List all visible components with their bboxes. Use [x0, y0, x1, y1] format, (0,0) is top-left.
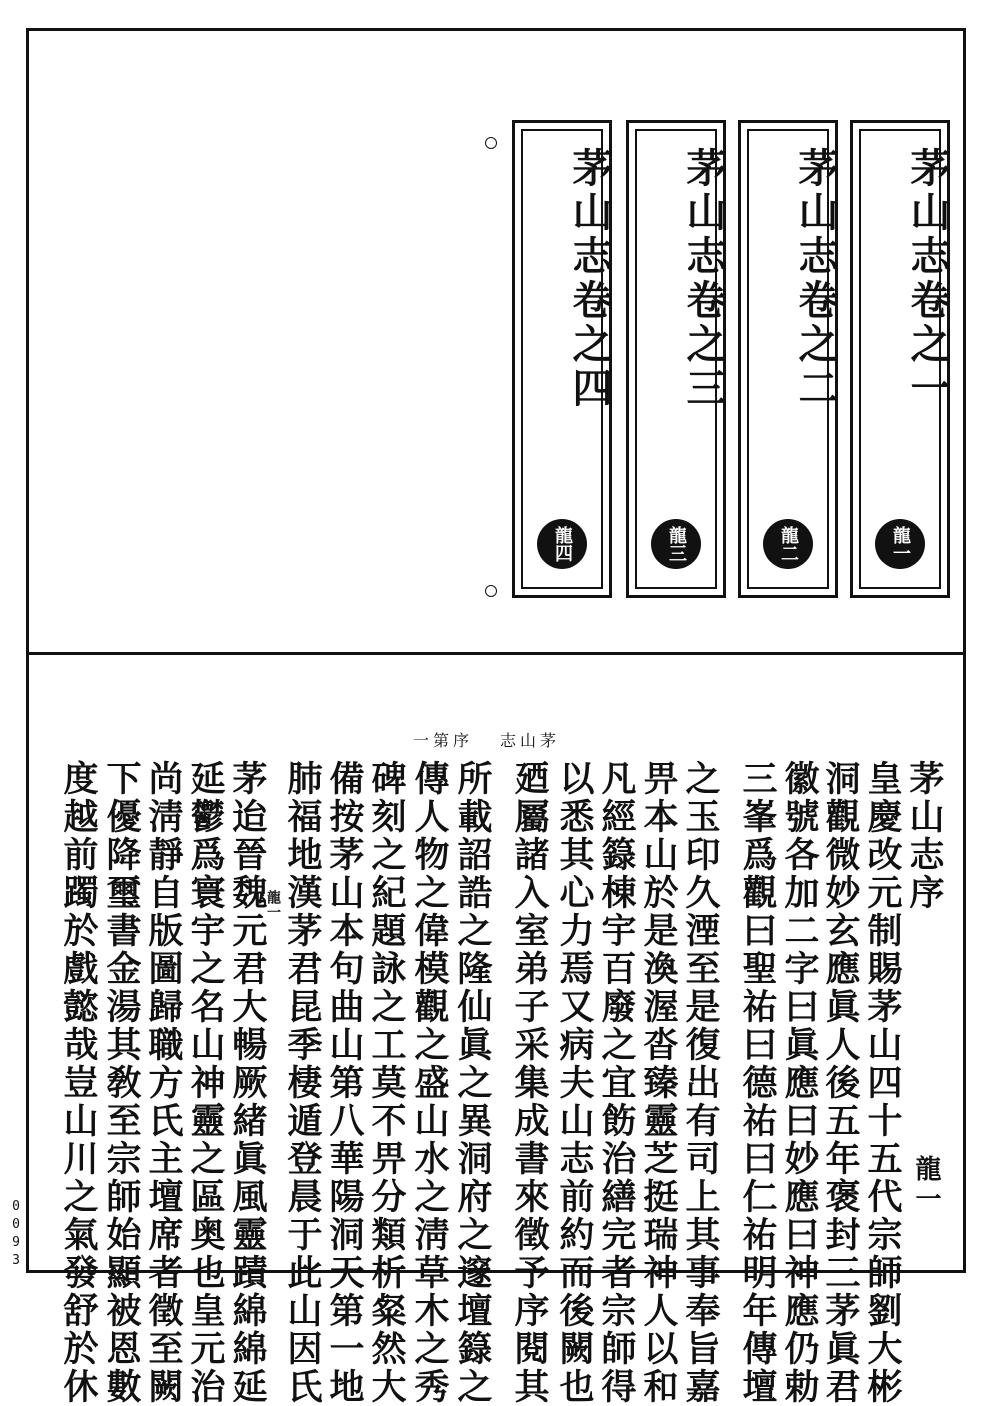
text-column: 三峯爲觀曰聖祐曰德祐曰仁祐明年傳壇 [737, 760, 778, 1406]
seal-text: 龍二 [778, 526, 799, 562]
volume-label-2 [738, 120, 838, 598]
text-column: 凡經籙棟宇百廢之宜飭治繕完者宗師得 [596, 760, 637, 1406]
running-head-section: 一第序 [413, 731, 474, 750]
page-number: 0093 [12, 1199, 20, 1268]
text-column: 備按茅山本句曲山第八華陽洞天第一地 [324, 760, 365, 1406]
text-column: 度越前躅於戲懿哉豈山川之氣發舒於休 [58, 760, 99, 1406]
text-column: 碑刻之紀題詠之工莫不畀分類析粲然大 [366, 760, 407, 1406]
volume-seal [763, 519, 813, 569]
text-column: 畀本山於是渙渥沓臻靈芝挺瑞神人以和 [638, 760, 679, 1406]
text-column: 茅迨晉魏元君大暢厥緒眞風靈蹟綿綿延 [227, 760, 268, 1406]
volume-title: 茅山志卷之一 [904, 147, 951, 411]
seal-text: 龍一 [890, 526, 911, 562]
seal-text: 龍四 [552, 526, 573, 562]
volume-seal [875, 519, 925, 569]
seal-text: 龍三 [666, 526, 687, 562]
text-column: 茅山志序 [904, 760, 945, 912]
margin-mark: 龍一 [265, 890, 281, 920]
text-column: 傳人物之偉模觀之盛山水之淸草木之秀 [409, 760, 450, 1406]
text-column: 延鬱爲寰宇之名山神靈之區奥也皇元治 [185, 760, 226, 1406]
volume-title: 茅山志卷之四 [566, 147, 613, 411]
text-column: 下優降璽書金湯其敎至宗師始顯被恩數 [101, 760, 142, 1406]
volume-label-4 [512, 120, 612, 598]
chapter-mark: 龍一 [911, 1155, 941, 1215]
running-head-title: 志山茅 [500, 731, 561, 750]
volume-title: 茅山志卷之三 [680, 147, 727, 411]
page-divider [26, 652, 966, 655]
binding-hole-top [485, 137, 497, 149]
volume-title: 茅山志卷之二 [792, 147, 839, 411]
text-column: 之玉印久湮至是復出有司上其事奉旨嘉 [680, 760, 721, 1406]
text-column: 所載詔誥之隆仙眞之異洞府之邃壇籙之 [452, 760, 493, 1406]
volume-label-1 [850, 120, 950, 598]
text-column: 洞觀微妙玄應眞人後五年褒封三茅眞君 [820, 760, 861, 1406]
text-column: 肺福地漢茅君昆季棲遁登晨于此山因氏 [282, 760, 323, 1406]
text-column: 皇慶改元制賜茅山四十五代宗師劉大彬 [862, 760, 903, 1406]
text-column: 廼屬諸入室弟子采集成書來徵予序閱其 [509, 760, 550, 1406]
text-column: 以悉其心力焉又病夫山志前約而後闕也 [554, 760, 595, 1406]
volume-seal [651, 519, 701, 569]
binding-hole-bottom [485, 585, 497, 597]
volume-label-3 [626, 120, 726, 598]
text-column: 徽號各加二字曰眞應曰妙應曰神應仍勅 [779, 760, 820, 1406]
volume-seal [537, 519, 587, 569]
text-block [55, 760, 955, 1406]
text-column: 尚淸靜自版圖歸職方氏主壇席者徵至闕 [143, 760, 184, 1406]
